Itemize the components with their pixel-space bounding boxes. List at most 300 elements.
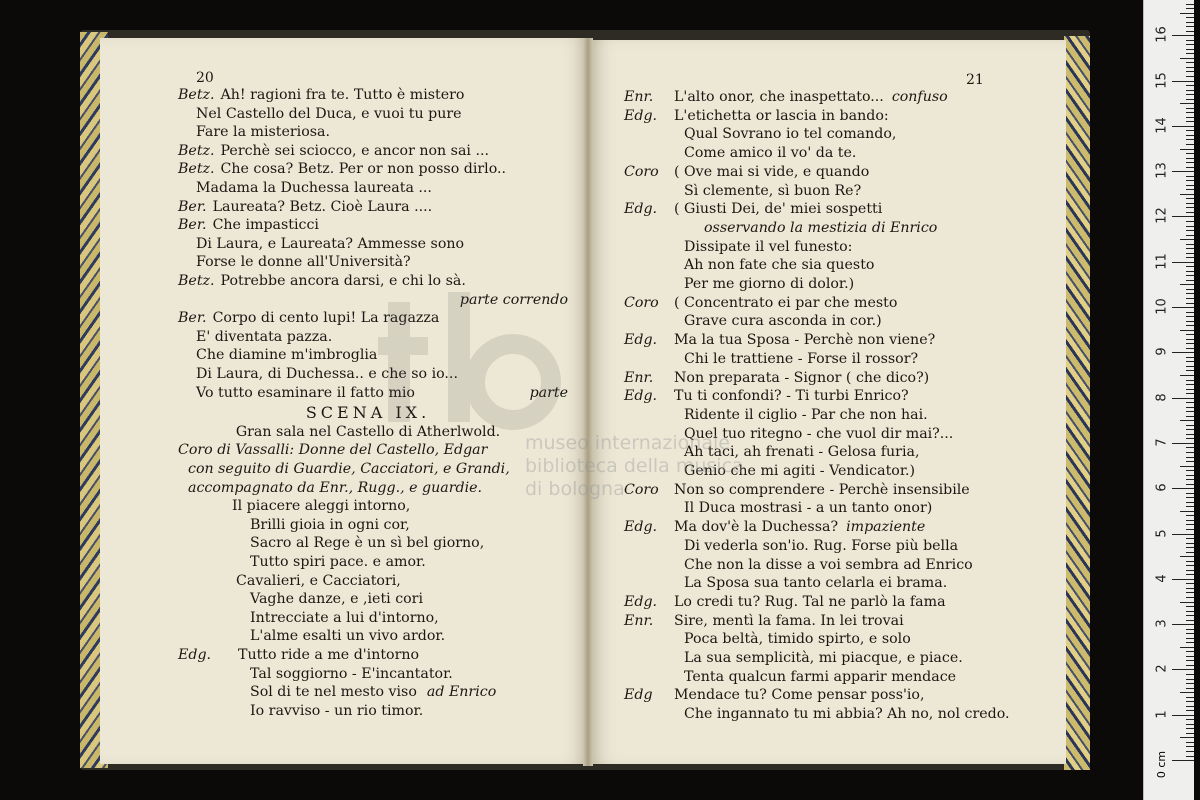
verse-text: Genio che mi agiti - Vendicator.) xyxy=(684,463,916,479)
ruler-tick xyxy=(1186,470,1194,471)
verse-text: Potrebbe ancora darsi, e chi lo sà. xyxy=(220,273,466,289)
ruler-tick xyxy=(1186,316,1194,317)
ruler-tick xyxy=(1172,760,1194,761)
ruler-tick xyxy=(1180,239,1194,240)
verse-text: Ah taci, ah frenati - Gelosa furia, xyxy=(684,444,920,461)
ruler-tick xyxy=(1186,438,1194,439)
ruler-tick xyxy=(1180,13,1194,14)
ruler-tick xyxy=(1186,289,1194,290)
verse-text: Che diamine m'imbroglia xyxy=(196,347,378,364)
ruler-tick xyxy=(1180,602,1194,603)
text-line xyxy=(178,179,558,197)
ruler-tick xyxy=(1172,624,1194,625)
ruler-tick xyxy=(1186,17,1194,18)
ruler-tick xyxy=(1186,384,1194,385)
ruler-tick xyxy=(1186,139,1194,140)
ruler-number: 5 xyxy=(1154,528,1170,538)
ruler-tick xyxy=(1186,40,1194,41)
verse-text: Di Laura, di Duchessa.. e che so io... xyxy=(196,366,458,382)
ruler-tick xyxy=(1172,307,1194,308)
text-line xyxy=(624,686,1004,704)
verse-text: Qual Sovrano io tel comando, xyxy=(684,126,897,143)
speaker-label: Enr. xyxy=(624,89,654,105)
ruler-tick xyxy=(1186,176,1194,177)
ruler-tick xyxy=(1186,121,1194,122)
ruler-tick xyxy=(1180,149,1194,150)
ruler-tick xyxy=(1180,466,1194,467)
ruler-tick xyxy=(1186,212,1194,213)
ruler-tick xyxy=(1186,26,1194,27)
ruler-number: 16 xyxy=(1154,26,1170,43)
text-line xyxy=(624,705,1010,723)
ruler-tick xyxy=(1186,49,1194,50)
text-line xyxy=(624,163,1004,181)
verse-text: Io ravviso - un rio timor. xyxy=(250,702,424,719)
text-line xyxy=(624,537,1004,555)
text-line xyxy=(624,425,1004,443)
ruler-tick xyxy=(1186,719,1194,720)
ruler-tick xyxy=(1186,502,1194,503)
text-line xyxy=(178,346,558,364)
verse-text: La sua semplicità, mi piacque, e piace. xyxy=(684,650,963,666)
verse-text: Vo tutto esaminare il fatto mio xyxy=(196,384,415,401)
ruler-tick xyxy=(1172,488,1194,489)
verse-text: ( Concentrato ei par che mesto xyxy=(674,294,898,311)
ruler-tick xyxy=(1186,99,1194,100)
ruler-tick xyxy=(1186,357,1194,358)
ruler-tick xyxy=(1180,58,1194,59)
ruler-tick xyxy=(1186,452,1194,453)
verse-text: L'etichetta or lascia in bando: xyxy=(674,107,889,124)
ruler-tick xyxy=(1180,375,1194,376)
ruler-tick xyxy=(1186,665,1194,666)
text-line xyxy=(624,219,1004,237)
watermark-line: di bologna xyxy=(525,478,625,500)
text-line xyxy=(624,387,1004,405)
ruler-tick xyxy=(1186,62,1194,63)
speaker-label: Coro xyxy=(624,294,659,311)
ruler-tick xyxy=(1172,352,1194,353)
ruler-tick xyxy=(1172,669,1194,670)
ruler-tick xyxy=(1186,411,1194,412)
ruler-tick xyxy=(1186,425,1194,426)
ruler-tick xyxy=(1186,162,1194,163)
text-line xyxy=(624,518,1004,536)
ruler-tick xyxy=(1186,158,1194,159)
text-line xyxy=(178,86,558,104)
ruler-tick xyxy=(1172,534,1194,535)
text-line xyxy=(178,123,558,141)
right-page xyxy=(588,40,1066,764)
verse-text: E' diventata pazza. xyxy=(196,328,333,345)
ruler-tick xyxy=(1186,756,1194,757)
ruler-tick xyxy=(1180,420,1194,421)
ruler-tick xyxy=(1186,230,1194,231)
stage-direction: ad Enrico xyxy=(426,684,497,701)
text-line xyxy=(178,105,558,123)
ruler-tick xyxy=(1180,511,1194,512)
speaker-label: Ber. xyxy=(178,217,207,234)
ruler-tick xyxy=(1186,457,1194,458)
chorus-line: Tutto spiri pace. e amor. xyxy=(250,554,426,570)
ruler-tick xyxy=(1186,746,1194,747)
ruler-tick xyxy=(1180,692,1194,693)
ruler-tick xyxy=(1186,629,1194,630)
text-line xyxy=(624,275,1004,293)
ruler-tick xyxy=(1186,112,1194,113)
ruler-tick xyxy=(1172,35,1194,36)
verse-text: L'alto onor, che inaspettato... xyxy=(674,89,884,105)
ruler-tick xyxy=(1186,615,1194,616)
ruler-tick xyxy=(1186,280,1194,281)
verse-text: Di vederla son'io. Rug. Forse più bella xyxy=(684,537,959,554)
chorus-line: Sacro al Rege è un sì bel giorno, xyxy=(250,535,485,552)
verse-text: Come amico il vo' da te. xyxy=(684,145,857,162)
verse-text: Chi le trattiene - Forse il rossor? xyxy=(684,350,919,367)
chorus-line: Il piacere aleggi intorno, xyxy=(232,498,411,515)
ruler-tick xyxy=(1186,117,1194,118)
ruler-tick xyxy=(1186,493,1194,494)
verse-text: Tal soggiorno - E'incantator. xyxy=(250,665,453,682)
ruler-tick xyxy=(1172,398,1194,399)
stage-direction: parte correndo xyxy=(459,291,568,308)
verse-text: Ah non fate che sia questo xyxy=(684,257,875,274)
ruler-number: 4 xyxy=(1154,574,1170,583)
ruler-tick xyxy=(1186,434,1194,435)
text-line xyxy=(624,256,1004,274)
verse-text: Madama la Duchessa laureata ... xyxy=(196,180,432,196)
ruler-tick xyxy=(1186,275,1194,276)
chorus-line: Cavalieri, e Cacciatori, xyxy=(236,572,401,589)
verse-text: ( Giusti Dei, de' miei sospetti xyxy=(674,201,883,218)
ruler-tick xyxy=(1186,85,1194,86)
verse-text: Tutto ride a me d'intorno xyxy=(238,647,420,663)
text-line xyxy=(178,216,558,234)
ruler-tick xyxy=(1186,679,1194,680)
text-line xyxy=(178,365,558,383)
scene-title: SCENA IX. xyxy=(305,403,431,423)
verse-text: Sì clemente, sì buon Re? xyxy=(684,182,862,199)
verse-text: Laureata? Betz. Cioè Laura .... xyxy=(212,198,433,215)
speaker-label: Betz. xyxy=(178,87,215,103)
ruler-tick xyxy=(1186,4,1194,5)
ruler-tick xyxy=(1172,216,1194,217)
text-line xyxy=(624,200,1004,218)
ruler-tick xyxy=(1180,737,1194,738)
ruler-tick xyxy=(1186,416,1194,417)
ruler-tick xyxy=(1186,203,1194,204)
ruler-tick xyxy=(1186,198,1194,199)
ruler-tick xyxy=(1186,380,1194,381)
ruler-tick xyxy=(1186,751,1194,752)
ruler-tick xyxy=(1172,262,1194,263)
ruler-tick xyxy=(1186,94,1194,95)
ruler-tick xyxy=(1186,597,1194,598)
ruler-tick xyxy=(1186,447,1194,448)
ruler-tick xyxy=(1186,370,1194,371)
ruler-tick xyxy=(1186,343,1194,344)
verse-text: Tenta qualcun farmi apparir mendace xyxy=(684,668,957,685)
chorus-line: L'alme esalti un vivo ardor. xyxy=(250,628,446,645)
verse-text: Dissipate il vel funesto: xyxy=(684,238,853,255)
ruler-tick xyxy=(1186,706,1194,707)
stage-direction: confuso xyxy=(891,89,948,105)
ruler-number: 10 xyxy=(1154,298,1170,315)
stage-direction: parte xyxy=(529,384,568,401)
speaker-label: Edg xyxy=(624,687,653,704)
ruler-tick xyxy=(1186,180,1194,181)
speaker-label: Enr. xyxy=(624,612,654,629)
ruler-tick xyxy=(1186,588,1194,589)
ruler-tick xyxy=(1186,257,1194,258)
ruler-number: 13 xyxy=(1154,162,1170,179)
ruler-tick xyxy=(1186,728,1194,729)
ruler-tick xyxy=(1186,620,1194,621)
ruler-tick xyxy=(1186,402,1194,403)
verse-text: Sire, mentì la fama. In lei trovai xyxy=(674,612,904,629)
ruler-tick xyxy=(1186,733,1194,734)
text-line xyxy=(624,556,1004,574)
ruler-tick xyxy=(1186,506,1194,507)
ruler-tick xyxy=(1186,565,1194,566)
ruler-tick xyxy=(1186,266,1194,267)
verse-text: Tu ti confondi? - Ti turbi Enrico? xyxy=(674,388,909,405)
ruler-tick xyxy=(1186,339,1194,340)
ruler-number: 11 xyxy=(1154,252,1170,270)
ruler-tick xyxy=(1186,235,1194,236)
speaker-label: Coro xyxy=(624,163,659,180)
ruler-tick xyxy=(1186,429,1194,430)
ruler-tick xyxy=(1186,543,1194,544)
ruler-tick xyxy=(1186,656,1194,657)
speaker-label: Edg. xyxy=(624,388,658,405)
ruler-tick xyxy=(1180,647,1194,648)
ruler-tick xyxy=(1186,361,1194,362)
left-page xyxy=(100,38,590,764)
verse-text: Che impasticci xyxy=(212,217,319,234)
ruler-tick xyxy=(1172,171,1194,172)
verse-text: Mendace tu? Come pensar poss'io, xyxy=(674,687,925,704)
text-line xyxy=(178,291,568,309)
ruler-tick xyxy=(1186,520,1194,521)
ruler-tick xyxy=(1186,226,1194,227)
text-line xyxy=(178,253,558,271)
text-line xyxy=(624,331,1004,349)
ruler-number: 8 xyxy=(1154,392,1170,402)
ruler-tick xyxy=(1186,606,1194,607)
ruler-tick xyxy=(1186,366,1194,367)
ruler-tick xyxy=(1186,348,1194,349)
text-line xyxy=(178,683,558,701)
ruler-tick xyxy=(1186,130,1194,131)
text-line xyxy=(624,462,1004,480)
verse-text: Ma dov'è la Duchessa? xyxy=(674,519,839,536)
ruler-unit: 0 cm xyxy=(1155,750,1169,779)
speaker-label: Edg. xyxy=(624,332,658,349)
verse-text: Che ingannato tu mi abbia? Ah no, nol credo. xyxy=(684,706,1010,723)
ruler-tick xyxy=(1186,67,1194,68)
ruler-tick xyxy=(1186,660,1194,661)
ruler-tick xyxy=(1186,108,1194,109)
ruler-tick xyxy=(1186,248,1194,249)
verse-text: Quel tuo ritegno - che vuol dir mai?... xyxy=(684,425,954,442)
text-line xyxy=(624,406,1004,424)
text-line xyxy=(624,612,1004,630)
ruler-tick xyxy=(1186,8,1194,9)
speaker-label: Edg. xyxy=(624,201,658,218)
verse-text: Non preparata - Signor ( che dico?) xyxy=(674,369,930,386)
ruler-tick xyxy=(1186,90,1194,91)
ruler-tick xyxy=(1186,697,1194,698)
speaker-label: Coro xyxy=(624,481,659,498)
ruler-tick xyxy=(1180,103,1194,104)
verse-text: La Sposa sua tanto celarla ei brama. xyxy=(684,575,948,592)
ruler-tick xyxy=(1186,31,1194,32)
chorus-line: Vaghe danze, e ,ieti cori xyxy=(250,591,423,608)
ruler-tick xyxy=(1186,611,1194,612)
ruler-tick xyxy=(1186,688,1194,689)
ruler-tick xyxy=(1186,44,1194,45)
text-line xyxy=(178,142,558,160)
stage-direction-line: accompagnato da Enr., Rugg., e guardie. xyxy=(188,479,483,496)
ruler-number: 14 xyxy=(1154,117,1170,134)
ruler-tick xyxy=(1180,194,1194,195)
ruler-tick xyxy=(1186,135,1194,136)
ruler-tick xyxy=(1186,497,1194,498)
ruler-tick xyxy=(1186,710,1194,711)
ruler-tick xyxy=(1186,515,1194,516)
watermark-line: biblioteca della musica xyxy=(525,455,744,477)
ruler-tick xyxy=(1186,484,1194,485)
verse-text: Perchè sei sciocco, e ancor non sai ... xyxy=(220,142,489,159)
ruler-tick xyxy=(1172,81,1194,82)
text-line xyxy=(178,328,558,346)
text-line xyxy=(624,593,1004,611)
ruler-tick xyxy=(1186,71,1194,72)
speaker-label: Edg. xyxy=(624,519,658,536)
text-line xyxy=(178,198,558,216)
marbled-edge-right xyxy=(1064,36,1090,770)
ruler-tick xyxy=(1186,524,1194,525)
chorus-line: Intrecciate a lui d'intorno, xyxy=(250,609,439,626)
verse-text: Forse le donne all'Università? xyxy=(196,254,411,271)
ruler-tick xyxy=(1186,570,1194,571)
text-line xyxy=(624,481,1004,499)
text-line xyxy=(178,272,558,290)
speaker-label: Edg. xyxy=(624,593,658,610)
watermark-line: museo internazionale xyxy=(525,432,730,454)
verse-text: Non so comprendere - Perchè insensibile xyxy=(674,481,970,498)
speaker-label: Ber. xyxy=(178,310,207,327)
ruler-tick xyxy=(1186,701,1194,702)
ruler-tick xyxy=(1186,53,1194,54)
text-line xyxy=(178,665,558,683)
verse-text: ( Ove mai si vide, e quando xyxy=(674,163,870,180)
page-number-left: 20 xyxy=(196,70,214,86)
ruler-tick xyxy=(1186,167,1194,168)
ruler-tick xyxy=(1186,547,1194,548)
ruler-tick xyxy=(1186,461,1194,462)
verse-text: Fare la misteriosa. xyxy=(196,124,331,141)
ruler-number: 15 xyxy=(1154,71,1170,89)
ruler-tick xyxy=(1172,715,1194,716)
ruler-tick xyxy=(1186,407,1194,408)
ruler-tick xyxy=(1186,153,1194,154)
ruler-tick xyxy=(1186,244,1194,245)
ruler-tick xyxy=(1186,22,1194,23)
ruler-tick xyxy=(1180,284,1194,285)
text-line xyxy=(624,443,1004,461)
ruler-tick xyxy=(1186,479,1194,480)
ruler-tick xyxy=(1186,642,1194,643)
verse-text: Che non la disse a voi sembra ad Enrico xyxy=(684,556,973,573)
speaker-label: Betz. xyxy=(178,161,215,178)
text-line xyxy=(178,309,558,327)
text-line xyxy=(178,384,568,402)
book-gutter xyxy=(583,38,593,766)
text-line xyxy=(624,668,1004,686)
verse-text: Il Duca mostrasi - a un tanto onor) xyxy=(684,500,933,517)
ruler-tick xyxy=(1186,552,1194,553)
ruler-tick xyxy=(1172,126,1194,127)
ruler-number: 12 xyxy=(1154,207,1170,225)
verse-text: Ah! ragioni fra te. Tutto è mistero xyxy=(220,87,465,103)
verse-text: Per me giorno di dolor.) xyxy=(684,276,855,292)
ruler-tick xyxy=(1186,253,1194,254)
ruler-tick xyxy=(1186,592,1194,593)
text-line xyxy=(624,125,1004,143)
stage-direction: osservando la mestizia di Enrico xyxy=(704,219,938,236)
ruler-tick xyxy=(1186,189,1194,190)
ruler-number: 9 xyxy=(1154,347,1170,356)
measurement-ruler xyxy=(1143,0,1194,800)
verse-text: Lo credi tu? Rug. Tal ne parlò la fama xyxy=(674,593,946,610)
text-line xyxy=(178,702,558,720)
ruler-tick xyxy=(1186,583,1194,584)
ruler-tick xyxy=(1186,393,1194,394)
ruler-tick xyxy=(1186,298,1194,299)
verse-text: Poca beltà, timido spirto, e solo xyxy=(684,631,911,648)
ruler-tick xyxy=(1180,556,1194,557)
text-line xyxy=(624,182,1004,200)
ruler-tick xyxy=(1186,574,1194,575)
ruler-tick xyxy=(1186,76,1194,77)
ruler-number: 6 xyxy=(1154,483,1170,492)
ruler-tick xyxy=(1186,683,1194,684)
chorus-line: Brilli gioia in ogni cor, xyxy=(250,516,410,533)
text-line xyxy=(624,144,1004,162)
text-line xyxy=(178,160,558,178)
text-line xyxy=(624,574,1004,592)
ruler-number: 2 xyxy=(1154,664,1170,674)
ruler-number: 1 xyxy=(1154,710,1170,719)
speaker-label: Edg. xyxy=(624,107,658,124)
page-number-right: 21 xyxy=(966,72,984,88)
verse-text: Grave cura asconda in cor.) xyxy=(684,313,882,330)
ruler-number: 7 xyxy=(1154,438,1170,447)
verse-text: Ma la tua Sposa - Perchè non viene? xyxy=(674,332,936,349)
text-line xyxy=(624,238,1004,256)
ruler-tick xyxy=(1186,303,1194,304)
ruler-tick xyxy=(1180,330,1194,331)
ruler-tick xyxy=(1186,321,1194,322)
ruler-tick xyxy=(1186,742,1194,743)
ruler-tick xyxy=(1186,529,1194,530)
ruler-tick xyxy=(1186,271,1194,272)
speaker-label: Edg. xyxy=(178,647,212,663)
verse-text: Nel Castello del Duca, e vuoi tu pure xyxy=(196,105,462,122)
speaker-label: Enr. xyxy=(624,369,654,386)
